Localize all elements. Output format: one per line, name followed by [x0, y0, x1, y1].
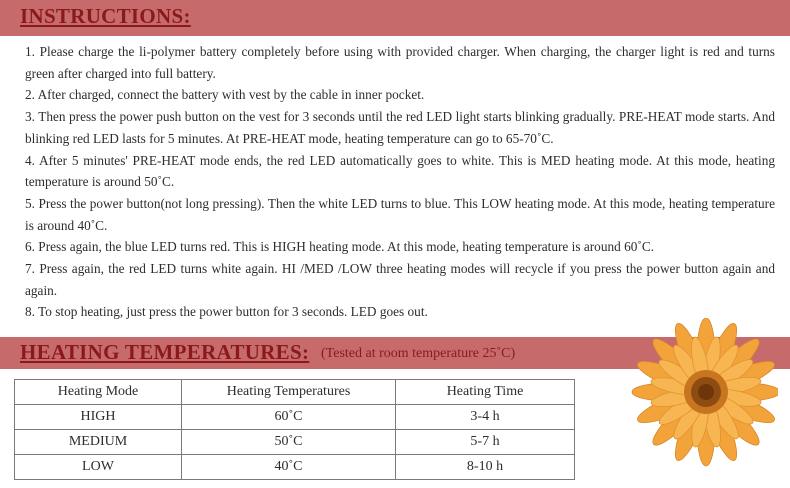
- table-cell: LOW: [15, 455, 182, 480]
- instruction-step: 6. Press again, the blue LED turns red. This is HIGH heating mode. At this mode, heating temperature is around 60˚C.: [25, 239, 655, 255]
- table-header-row: [15, 380, 575, 405]
- instructions-banner: [0, 0, 790, 36]
- table-row: [15, 455, 575, 480]
- table-row: [15, 430, 575, 455]
- table-row: [15, 405, 575, 430]
- table-cell: 5-7 h: [396, 430, 575, 455]
- heating-subtitle: (Tested at room temperature 25˚C): [321, 346, 516, 361]
- column-header: Heating Time: [396, 380, 575, 405]
- orange-daisy-flower-icon: [628, 318, 778, 468]
- instructions-list: [25, 41, 775, 323]
- instructions-title: INSTRUCTIONS:: [20, 4, 191, 28]
- instruction-step: 3. Then press the power push button on the vest for 3 seconds until the red LED light starts blinking gradually. PRE-HEAT mode starts. And blinking red LED lasts for 5 minutes. At PRE-HEAT mode, heating temperature can go to 65-70˚C.: [25, 109, 775, 146]
- heating-table: [14, 379, 575, 480]
- instruction-step: 4. After 5 minutes' PRE-HEAT mode ends, the red LED automatically goes to white. This is MED heating mode. At this mode, heating temperature is around 50˚C.: [25, 152, 775, 190]
- table-cell: 60˚C: [182, 405, 396, 430]
- table-cell: 40˚C: [182, 455, 396, 480]
- table-cell: 3-4 h: [396, 405, 575, 430]
- table-cell: MEDIUM: [15, 430, 182, 455]
- instruction-step: 8. To stop heating, just press the power button for 3 seconds. LED goes out.: [25, 304, 428, 320]
- instruction-step: 1. Please charge the li-polymer battery completely before using with provided charger. When charging, the charger light is red and turns green after charged into full battery.: [25, 44, 775, 81]
- column-header: Heating Mode: [15, 380, 182, 405]
- table-cell: 8-10 h: [396, 455, 575, 480]
- table-cell: HIGH: [15, 405, 182, 430]
- flower-center-core: [698, 384, 714, 400]
- instruction-step: 2. After charged, connect the battery with vest by the cable in inner pocket.: [25, 87, 425, 103]
- heating-title: HEATING TEMPERATURES:: [20, 340, 310, 364]
- instruction-step: 7. Press again, the red LED turns white again. HI /MED /LOW three heating modes will recycle if you press the power button again and again.: [25, 261, 775, 298]
- column-header: Heating Temperatures: [182, 380, 396, 405]
- instruction-step: 5. Press the power button(not long pressing). Then the white LED turns to blue. This LOW heating mode. At this mode, heating temperature is around 40˚C.: [25, 195, 775, 233]
- table-cell: 50˚C: [182, 430, 396, 455]
